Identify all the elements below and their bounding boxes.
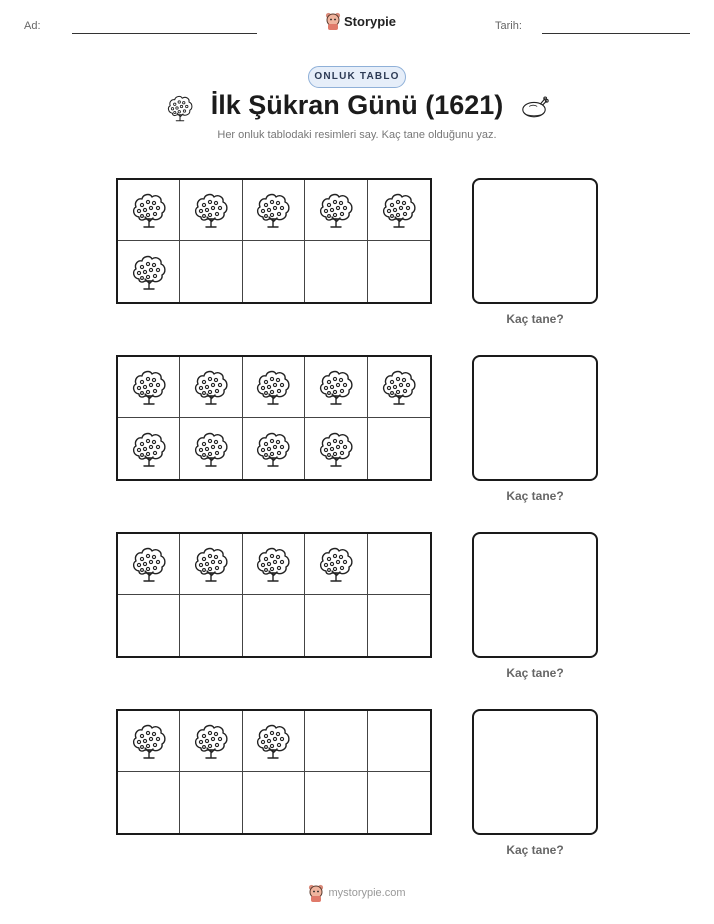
- tree-icon: [129, 190, 169, 230]
- ten-frame-cell: [305, 241, 367, 302]
- ten-frame-cell: [118, 180, 180, 241]
- ten-frame-cell: [368, 772, 430, 833]
- question-label-2: Kaç tane?: [506, 489, 564, 503]
- answer-box-2[interactable]: [472, 355, 598, 481]
- ten-frame-cell: [118, 418, 180, 479]
- tree-icon: [379, 367, 419, 407]
- storypie-logo: [325, 12, 396, 30]
- ten-frame-cell: [243, 711, 305, 772]
- ten-frame-cell: [180, 711, 242, 772]
- ten-frame-cell: [368, 357, 430, 418]
- ten-frame-cell: [305, 357, 367, 418]
- bear-icon: [325, 12, 341, 30]
- ten-frame-cell: [305, 534, 367, 595]
- question-label-3: Kaç tane?: [506, 666, 564, 680]
- ten-frame-cell: [180, 418, 242, 479]
- ten-frame-cell: [305, 418, 367, 479]
- ten-frame-cell: [118, 711, 180, 772]
- tree-icon: [191, 367, 231, 407]
- ten-frame-cell: [180, 241, 242, 302]
- ten-frame-cell: [180, 180, 242, 241]
- ten-frame-cell: [243, 418, 305, 479]
- ten-frame-cell: [118, 241, 180, 302]
- turkey-icon: [518, 92, 550, 124]
- tree-icon: [253, 190, 293, 230]
- tree-icon: [129, 429, 169, 469]
- tree-icon: [379, 190, 419, 230]
- ten-frame-cell: [305, 595, 367, 656]
- ten-frame-2: [116, 355, 432, 481]
- tree-icon: [129, 721, 169, 761]
- name-label: Ad:: [24, 20, 41, 32]
- date-line: [542, 33, 690, 34]
- ten-frame-cell: [368, 180, 430, 241]
- ten-frame-cell: [305, 711, 367, 772]
- ten-frame-3: [116, 532, 432, 658]
- tree-icon: [316, 190, 356, 230]
- footer: [0, 884, 714, 902]
- tree-icon: [253, 544, 293, 584]
- tree-icon: [253, 429, 293, 469]
- bear-icon: [308, 884, 324, 902]
- tree-icon: [191, 429, 231, 469]
- ten-frame-cell: [118, 534, 180, 595]
- tree-icon: [253, 367, 293, 407]
- name-line: [72, 33, 257, 34]
- ten-frame-cell: [243, 595, 305, 656]
- ten-frame-cell: [180, 534, 242, 595]
- ten-frame-1: [116, 178, 432, 304]
- ten-frame-cell: [180, 772, 242, 833]
- ten-frame-cell: [305, 180, 367, 241]
- ten-frame-cell: [368, 534, 430, 595]
- ten-frame-cell: [180, 357, 242, 418]
- tree-icon: [316, 367, 356, 407]
- question-label-4: Kaç tane?: [506, 843, 564, 857]
- tree-icon: [129, 252, 169, 292]
- answer-box-1[interactable]: [472, 178, 598, 304]
- page-title: İlk Şükran Günü (1621): [210, 90, 504, 120]
- tree-icon: [191, 544, 231, 584]
- ten-frame-cell: [368, 418, 430, 479]
- ten-frame-cell: [368, 595, 430, 656]
- question-label-1: Kaç tane?: [506, 312, 564, 326]
- ten-frame-cell: [180, 595, 242, 656]
- tree-icon: [129, 544, 169, 584]
- tree-icon: [129, 367, 169, 407]
- ten-frame-cell: [243, 772, 305, 833]
- footer-url: mystorypie.com: [328, 887, 406, 899]
- ten-frame-cell: [243, 357, 305, 418]
- ten-frame-4: [116, 709, 432, 835]
- brand-name: Storypie: [344, 13, 397, 29]
- ten-frame-cell: [305, 772, 367, 833]
- ten-frame-cell: [243, 534, 305, 595]
- tree-icon: [191, 190, 231, 230]
- tree-icon: [316, 544, 356, 584]
- tree-icon: [253, 721, 293, 761]
- ten-frame-cell: [118, 595, 180, 656]
- ten-frame-cell: [368, 241, 430, 302]
- worksheet-type-badge: ONLUK TABLO: [308, 66, 406, 88]
- tree-icon: [191, 721, 231, 761]
- ten-frame-cell: [243, 180, 305, 241]
- answer-box-4[interactable]: [472, 709, 598, 835]
- tree-icon: [316, 429, 356, 469]
- ten-frame-cell: [368, 711, 430, 772]
- ten-frame-cell: [118, 772, 180, 833]
- ten-frame-cell: [243, 241, 305, 302]
- instructions: Her onluk tablodaki resimleri say. Kaç tane olduğunu yaz.: [217, 129, 497, 141]
- date-label: Tarih:: [495, 20, 522, 32]
- ten-frame-cell: [118, 357, 180, 418]
- answer-box-3[interactable]: [472, 532, 598, 658]
